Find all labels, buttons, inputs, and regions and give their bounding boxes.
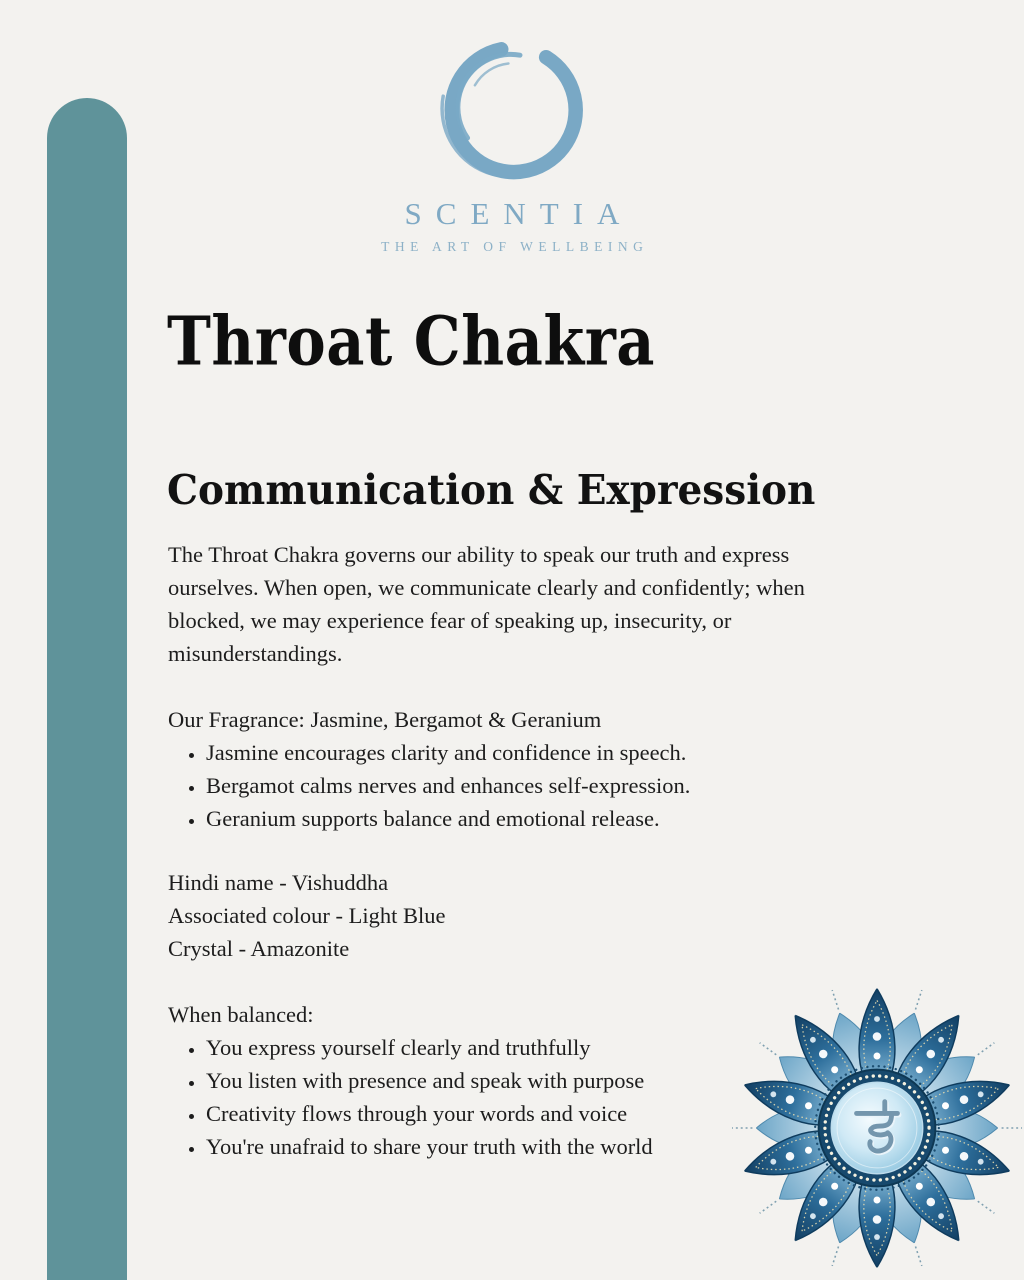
brand-name: SCENTIA — [404, 196, 634, 231]
teal-accent-bar — [47, 98, 127, 1280]
fact-associated-colour: Associated colour - Light Blue — [168, 903, 446, 928]
brand-enso-circle-icon — [428, 26, 596, 192]
fragrance-section — [168, 703, 690, 835]
intro-line: misunderstandings. — [168, 641, 343, 666]
intro-paragraph — [168, 538, 805, 670]
balanced-section — [168, 998, 653, 1163]
brand-header — [0, 0, 1024, 255]
facts-section — [168, 866, 445, 965]
fragrance-item: • Geranium supports balance and emotional release. — [206, 802, 690, 835]
intro-line: The Throat Chakra governs our ability to speak our truth and express — [168, 542, 790, 567]
fragrance-item: • Bergamot calms nerves and enhances self-expression. — [206, 769, 690, 802]
vishuddha-lotus-mandala-icon — [731, 982, 1023, 1274]
balanced-item: • You listen with presence and speak with purpose — [206, 1064, 653, 1097]
fact-crystal: Crystal - Amazonite — [168, 936, 350, 961]
balanced-list — [168, 1031, 653, 1163]
balanced-item: • You're unafraid to share your truth with the world — [206, 1130, 653, 1163]
fact-hindi-name: Hindi name - Vishuddha — [168, 870, 389, 895]
balanced-item: • You express yourself clearly and truthfully — [206, 1031, 653, 1064]
fragrance-list — [168, 736, 690, 835]
intro-line: blocked, we may experience fear of speaking up, insecurity, or — [168, 608, 732, 633]
intro-line: ourselves. When open, we communicate clearly and confidently; when — [168, 575, 805, 600]
balanced-heading: When balanced: — [168, 1002, 314, 1027]
page-subtitle: Communication & Expression — [167, 466, 816, 515]
brand-tagline: THE ART OF WELLBEING — [381, 239, 649, 254]
fragrance-item: • Jasmine encourages clarity and confidence in speech. — [206, 736, 690, 769]
page-title: Throat Chakra — [167, 302, 656, 381]
balanced-item: • Creativity flows through your words and voice — [206, 1097, 653, 1130]
fragrance-heading: Our Fragrance: Jasmine, Bergamot & Geranium — [168, 707, 602, 732]
